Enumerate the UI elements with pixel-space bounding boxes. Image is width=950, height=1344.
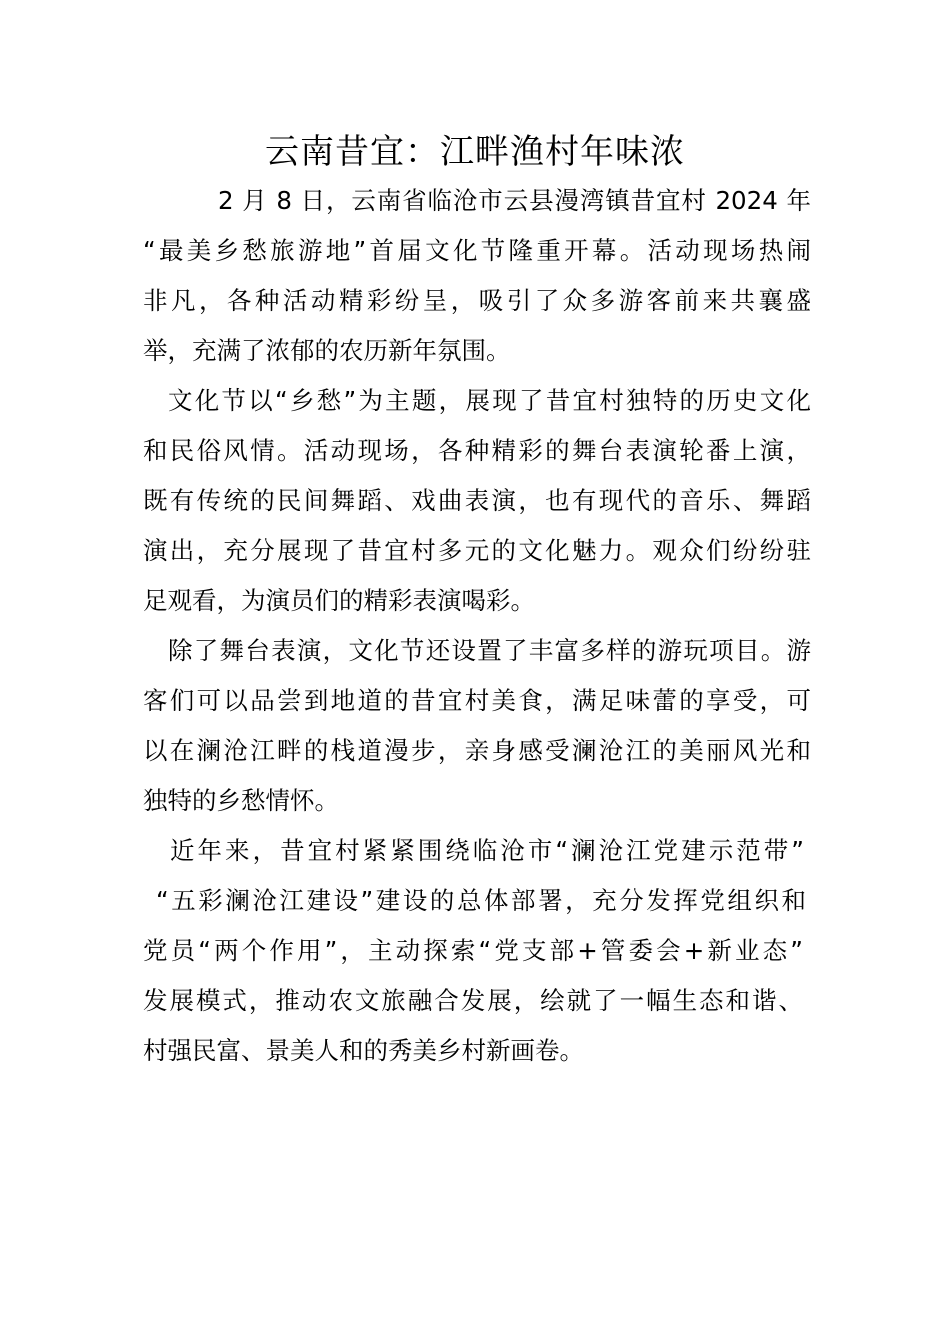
text-line-content: 除了舞台表演，文化节还设置了丰富多样的游玩项目。游	[168, 636, 811, 665]
text-line-content: 演出，充分展现了昔宜村多元的文化魅力。观众们纷纷驻	[143, 536, 811, 565]
text-line	[143, 276, 811, 326]
text-line-content: 文化节以“乡愁”为主题，展现了昔宜村独特的历史文化	[168, 386, 811, 415]
text-line	[143, 976, 803, 1026]
text-line	[143, 1026, 811, 1076]
text-line	[143, 476, 811, 526]
text-line-content: 发展模式，推动农文旅融合发展，绘就了一幅生态和谐、	[143, 986, 803, 1015]
text-line-content: 客们可以品尝到地道的昔宜村美食，满足味蕾的享受，可	[143, 686, 811, 715]
text-line	[170, 826, 804, 876]
text-line-content: 近年来，昔宜村紧紧围绕临沧市“澜沧江党建示范带”	[170, 836, 804, 865]
text-line-content: 既有传统的民间舞蹈、戏曲表演，也有现代的音乐、舞蹈	[143, 486, 811, 515]
text-line-content: 足观看，为演员们的精彩表演喝彩。	[143, 586, 535, 615]
text-line	[168, 626, 811, 676]
text-line-content: 以在澜沧江畔的栈道漫步，亲身感受澜沧江的美丽风光和	[143, 736, 811, 765]
text-line	[143, 576, 811, 626]
text-line-content: 独特的乡愁情怀。	[143, 786, 339, 815]
text-line	[143, 526, 811, 576]
text-line-content: 和民俗风情。活动现场，各种精彩的舞台表演轮番上演，	[143, 436, 811, 465]
text-line	[143, 726, 811, 776]
text-line-content: 2 月 8 日，云南省临沧市云县漫湾镇昔宜村 2024 年	[218, 186, 811, 215]
text-line-content: “最美乡愁旅游地”首届文化节隆重开幕。活动现场热闹	[143, 236, 811, 265]
text-line-content: 举，充满了浓郁的农历新年氛围。	[143, 336, 511, 365]
text-line	[168, 376, 811, 426]
text-line	[143, 676, 811, 726]
text-line-content: 党员“两个作用”，主动探索“党支部+管委会+新业态”	[143, 936, 803, 965]
text-line-content: 非凡，各种活动精彩纷呈，吸引了众多游客前来共襄盛	[143, 286, 811, 315]
text-line	[143, 926, 803, 976]
text-line	[218, 176, 811, 226]
text-line	[143, 226, 811, 276]
text-line	[156, 876, 806, 926]
text-line	[143, 326, 811, 376]
text-line-content: 村强民富、景美人和的秀美乡村新画卷。	[143, 1036, 584, 1065]
article-title: 云南昔宜：江畔渔村年味浓	[265, 132, 685, 172]
text-line	[143, 776, 811, 826]
text-line	[143, 426, 811, 476]
text-line-content: “五彩澜沧江建设”建设的总体部署，充分发挥党组织和	[156, 886, 806, 915]
